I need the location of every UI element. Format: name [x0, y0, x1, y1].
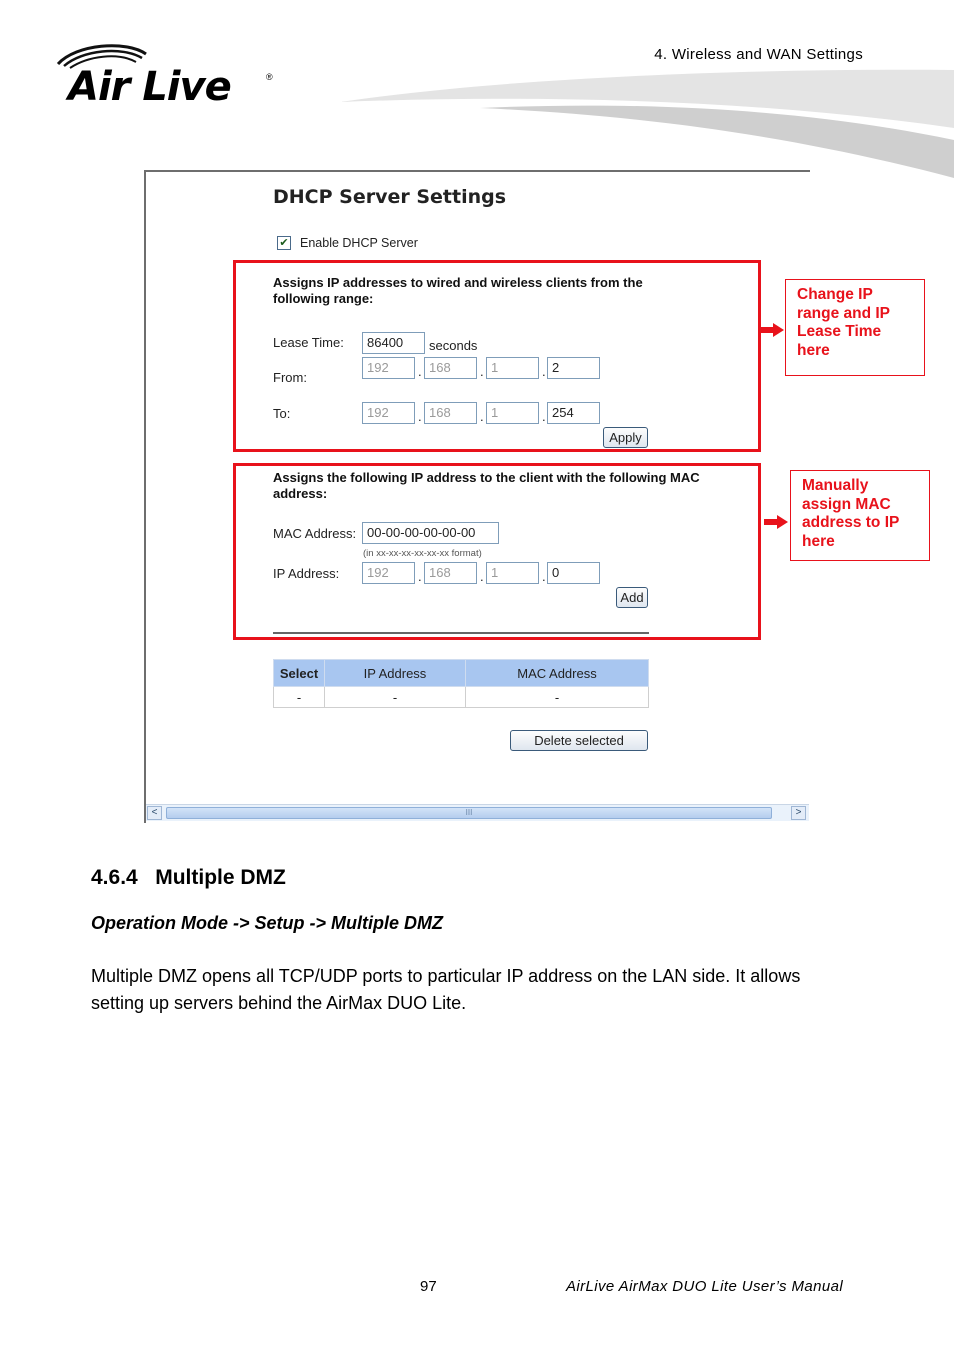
ip-octet-2[interactable]: 168: [424, 562, 477, 584]
octet-separator: .: [480, 364, 484, 379]
lease-unit: seconds: [429, 338, 478, 353]
page-number: 97: [420, 1278, 437, 1295]
apply-button[interactable]: Apply: [603, 427, 648, 448]
callout-line: Lease Time: [797, 323, 882, 340]
mac-description-line1: Assigns the following IP address to the client with the following MAC: [273, 470, 700, 485]
body-line: Multiple DMZ opens all TCP/UDP ports to particular IP address on the LAN side. It allows: [91, 966, 801, 986]
octet-separator: .: [480, 569, 484, 584]
table-cell-mac: -: [466, 687, 649, 708]
manual-title: AirLive AirMax DUO Lite User’s Manual: [566, 1278, 844, 1295]
from-octet-2[interactable]: 168: [424, 357, 477, 379]
scroll-right-icon[interactable]: >: [791, 806, 806, 820]
mac-callout: [790, 470, 930, 561]
ip-octet-4[interactable]: 0: [547, 562, 600, 584]
range-description-line1: Assigns IP addresses to wired and wireless clients from the: [273, 275, 643, 290]
from-label: From:: [273, 370, 307, 385]
callout-line: Change IP: [797, 286, 873, 303]
to-octet-3[interactable]: 1: [486, 402, 539, 424]
section-body: [91, 963, 871, 1017]
mac-address-label: MAC Address:: [273, 526, 357, 541]
callout-line: assign MAC: [802, 495, 891, 513]
ip-address-label: IP Address:: [273, 566, 340, 581]
section-heading: 4.6.4 Multiple DMZ: [91, 866, 286, 889]
scrollbar-thumb[interactable]: III: [166, 807, 772, 819]
callout-line: here: [797, 341, 830, 359]
lease-time-label: Lease Time:: [273, 335, 344, 350]
arrow-right-icon: [759, 323, 785, 337]
from-octet-1[interactable]: 192: [362, 357, 415, 379]
ip-octet-3[interactable]: 1: [486, 562, 539, 584]
table-header-row: [274, 660, 649, 687]
to-label: To:: [273, 406, 291, 421]
logo-registered-mark: ®: [266, 72, 273, 82]
octet-separator: .: [418, 364, 422, 379]
mac-address-input[interactable]: 00-00-00-00-00-00: [362, 522, 499, 544]
mac-format-hint: (in xx-xx-xx-xx-xx-xx format): [363, 548, 482, 559]
dhcp-title: DHCP Server Settings: [273, 186, 507, 208]
table-row: [274, 687, 649, 708]
callout-line: Manually: [802, 477, 869, 494]
mac-description-line2: address:: [273, 486, 328, 501]
airlive-logo: Air Live: [68, 64, 231, 110]
lease-time-input[interactable]: 86400: [362, 332, 425, 354]
navigation-path: Operation Mode -> Setup -> Multiple DMZ: [91, 913, 444, 933]
octet-separator: .: [542, 364, 546, 379]
octet-separator: .: [542, 569, 546, 584]
column-header-ip: IP Address: [325, 660, 466, 687]
ip-octet-1[interactable]: 192: [362, 562, 415, 584]
column-header-mac: MAC Address: [466, 660, 649, 687]
range-description-line2: following range:: [273, 291, 374, 306]
add-button[interactable]: Add: [616, 587, 648, 608]
horizontal-scrollbar[interactable]: [146, 804, 809, 821]
to-octet-4[interactable]: 254: [547, 402, 600, 424]
table-cell-ip: -: [325, 687, 466, 708]
octet-separator: .: [418, 409, 422, 424]
column-header-select: Select: [274, 660, 325, 687]
callout-line: address to IP: [802, 514, 900, 531]
callout-line: range and IP: [797, 304, 891, 322]
header-swoosh-decoration: [340, 60, 954, 180]
enable-dhcp-checkbox[interactable]: ✔: [277, 236, 291, 250]
enable-dhcp-label: Enable DHCP Server: [300, 236, 418, 250]
scroll-left-icon[interactable]: <: [147, 806, 162, 820]
to-octet-1[interactable]: 192: [362, 402, 415, 424]
delete-selected-button[interactable]: Delete selected: [510, 730, 648, 751]
octet-separator: .: [418, 569, 422, 584]
from-octet-3[interactable]: 1: [486, 357, 539, 379]
section-divider: [273, 632, 649, 634]
table-cell-select[interactable]: -: [274, 687, 325, 708]
mac-ip-table: [273, 659, 649, 708]
arrow-right-icon: [763, 515, 789, 529]
octet-separator: .: [542, 409, 546, 424]
range-callout: [785, 279, 925, 376]
body-line: setting up servers behind the AirMax DUO Lite.: [91, 993, 467, 1013]
from-octet-4[interactable]: 2: [547, 357, 600, 379]
callout-line: here: [802, 532, 835, 550]
to-octet-2[interactable]: 168: [424, 402, 477, 424]
chapter-title: 4. Wireless and WAN Settings: [654, 46, 863, 63]
octet-separator: .: [480, 409, 484, 424]
